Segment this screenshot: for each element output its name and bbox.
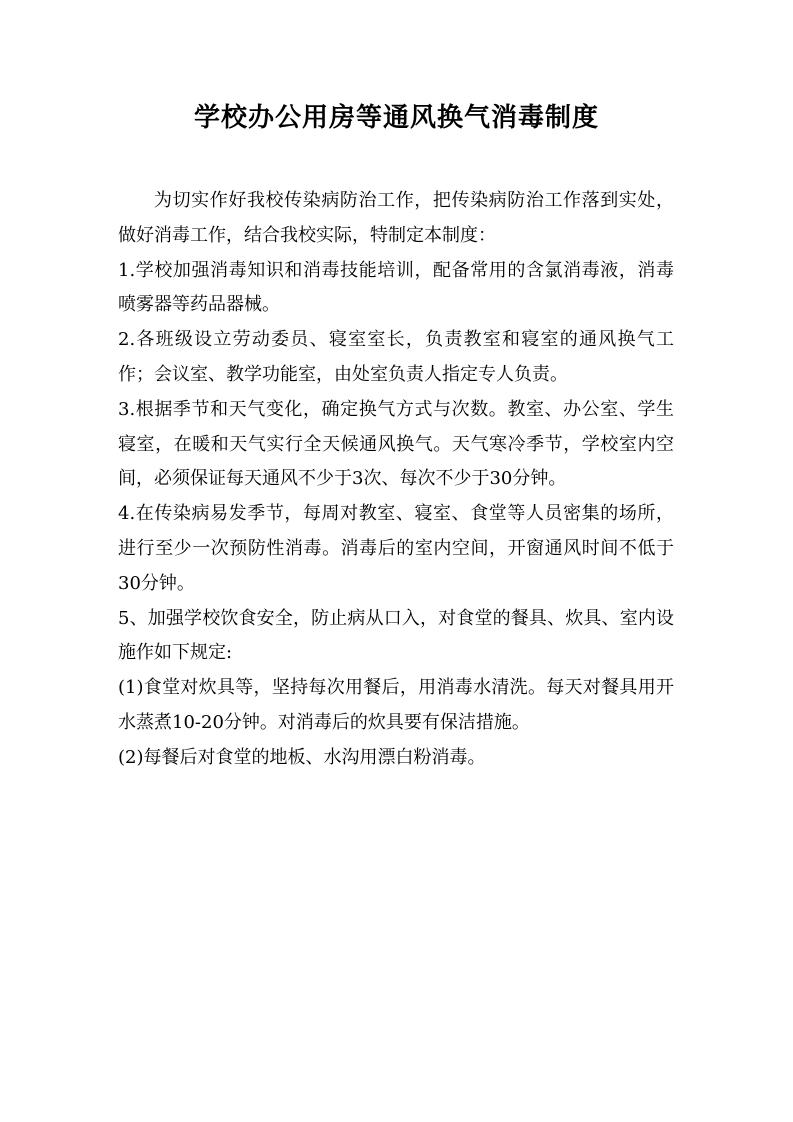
rule-5-paragraph: 5、加强学校饮食安全，防止病从口入，对食堂的餐具、炊具、室内设施作如下规定: [118, 607, 674, 664]
document-body [118, 184, 674, 776]
rule-2-paragraph: 2.各班级设立劳动委员、寝室室长，负责教室和寝室的通风换气工作；会议室、教学功能室，由处室负责人指定专人负责。 [118, 329, 674, 385]
rule-1-paragraph: 1.学校加强消毒知识和消毒技能培训，配备常用的含氯消毒液，消毒喷雾器等药品器械。 [118, 259, 674, 316]
rule-5-item-2-paragraph: (2)每餐后对食堂的地板、水沟用漂白粉消毒。 [118, 746, 486, 768]
rule-3-paragraph: 3.根据季节和天气变化，确定换气方式与次数。教室、办公室、学生寝室，在暖和天气实行全天候通风换气。天气寒冷季节，学校室内空间，必须保证每天通风不少于3次、每次不少于30分钟。 [118, 398, 674, 490]
document-title: 学校办公用房等通风换气消毒制度 [193, 103, 599, 133]
rule-5-item-1-paragraph: (1)食堂对炊具等，坚持每次用餐后，用消毒水清洗。每天对餐具用开水蒸煮10-20分钟。对消毒后的炊具要有保洁措施。 [118, 677, 674, 733]
rule-4-paragraph: 4.在传染病易发季节，每周对教室、寝室、食堂等人员密集的场所，进行至少一次预防性消毒。消毒后的室内空间，开窗通风时间不低于30分钟。 [118, 503, 674, 594]
intro-paragraph: 为切实作好我校传染病防治工作，把传染病防治工作落到实处，做好消毒工作，结合我校实际，特制定本制度： [118, 190, 674, 246]
